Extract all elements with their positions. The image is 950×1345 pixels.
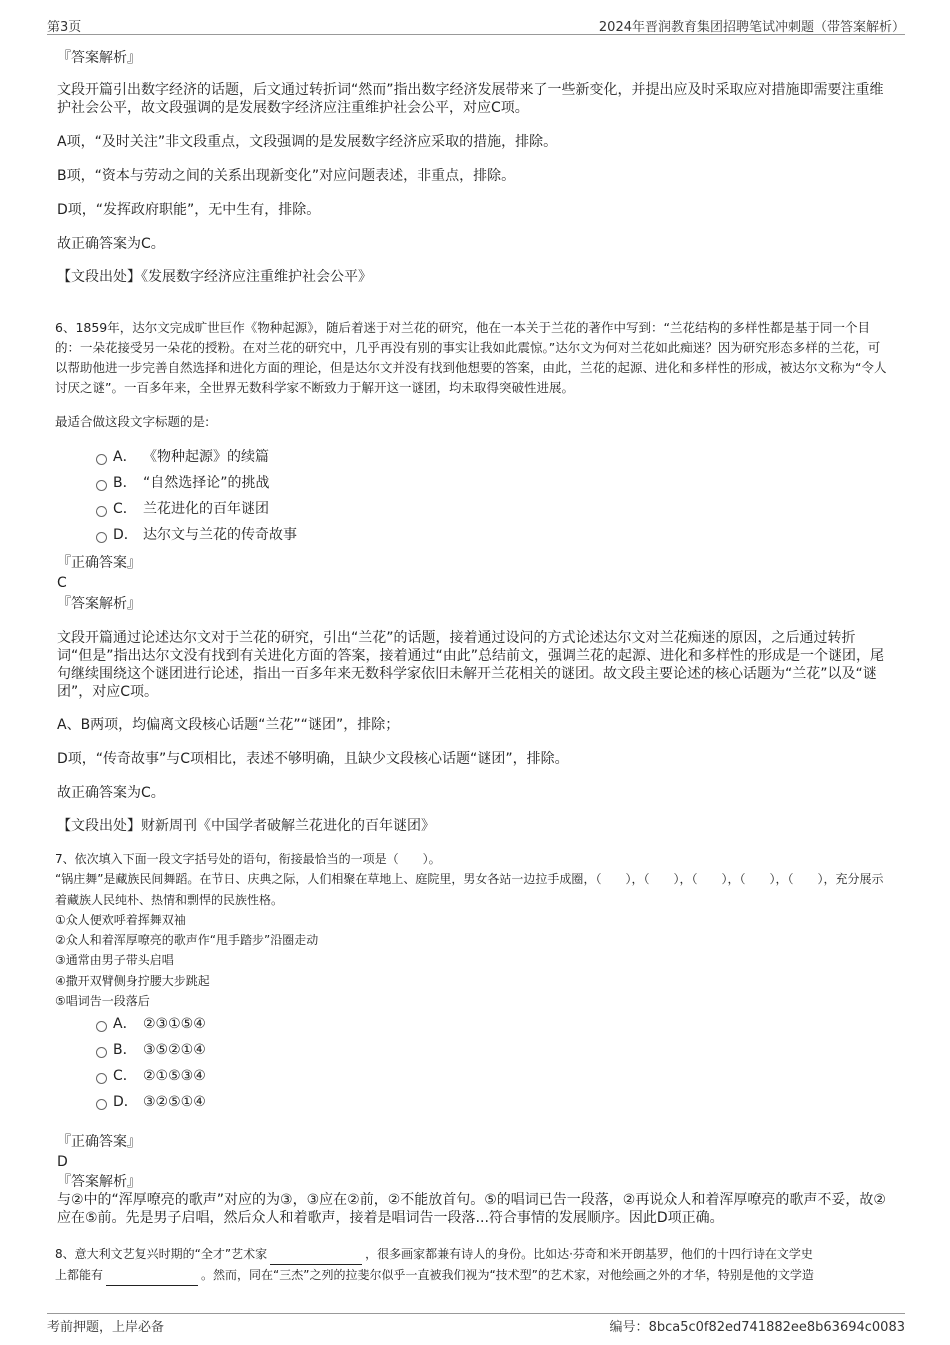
q6-stem: 6、1859年，达尔文完成旷世巨作《物种起源》，随后着迷于对兰花的研究，他在一本关于兰花的著作中写到：“兰花结构的多样性都是基于同一个目的：一朵花接受另一朵花的授粉。在对兰花的研究中，几乎再没有别的事实让我如此震惊。”达尔文为何对兰花如此痴迷？因为研究形态多样的兰花，可以帮助他进一步完善自然选择和进化方面的理论，但是达尔文并没有找到他想要的答案，由此，兰花的起源、进化和多样性的形成，被达尔文称为“令人讨厌之谜”。一百多年来，全世界无数科学家不断致力于解开这一谜团，均未取得突破性进展。 bbox=[55, 320, 887, 395]
q7-option-b[interactable]: B． ③⑤②①④ bbox=[96, 1040, 206, 1060]
q6-source: 【文段出处】财新周刊《中国学者破解兰花进化的百年谜团》 bbox=[57, 818, 435, 834]
q6-answer: C bbox=[57, 575, 67, 591]
q8-blank-2[interactable] bbox=[106, 1271, 198, 1286]
q6-analysis-heading: 『答案解析』 bbox=[57, 596, 141, 612]
q7-answer: D bbox=[57, 1154, 68, 1170]
q6-option-d-note: D项，“传奇故事”与C项相比，表述不够明确，且缺少文段核心话题“谜团”，排除。 bbox=[57, 751, 569, 767]
q7-option-a[interactable]: A． ②③①⑤④ bbox=[96, 1014, 206, 1034]
radio-icon[interactable] bbox=[96, 480, 107, 491]
q8-line-2: 上都能有 。然而，同在“三杰”之列的拉斐尔似乎一直被我们视为“技术型”的艺术家，对他绘画之外的才华，特别是他的文学造 bbox=[55, 1265, 895, 1286]
q6-option-b[interactable]: B． “自然选择论”的挑战 bbox=[96, 473, 270, 493]
q6-option-d[interactable]: D． 达尔文与兰花的传奇故事 bbox=[96, 525, 297, 545]
page-number: 第3页 bbox=[47, 20, 82, 35]
radio-icon[interactable] bbox=[96, 1021, 107, 1032]
q7-option-c[interactable]: C． ②①⑤③④ bbox=[96, 1066, 206, 1086]
q7-item-2: ②众人和着浑厚嘹亮的歌声作“甩手踏步”沿圈走动 bbox=[55, 933, 319, 947]
q7-item-1: ①众人便欢呼着挥舞双袖 bbox=[55, 913, 186, 927]
document-title: 2024年晋润教育集团招聘笔试冲刺题（带答案解析） bbox=[598, 20, 905, 35]
q7-analysis-heading: 『答案解析』 bbox=[57, 1174, 141, 1190]
radio-icon[interactable] bbox=[96, 532, 107, 543]
q5-option-d-note: D项，“发挥政府职能”，无中生有，排除。 bbox=[57, 202, 321, 218]
q7-option-d[interactable]: D． ③②⑤①④ bbox=[96, 1092, 206, 1112]
page-footer bbox=[47, 1313, 905, 1334]
q7-stem: 7、依次填入下面一段文字括号处的语句，衔接最恰当的一项是（ ）。 bbox=[55, 852, 441, 866]
q6-answer-heading: 『正确答案』 bbox=[57, 555, 141, 571]
q7-item-4: ④撒开双臂侧身拧腰大步跳起 bbox=[55, 974, 210, 988]
q5-analysis-heading: 『答案解析』 bbox=[57, 50, 141, 66]
radio-icon[interactable] bbox=[96, 1047, 107, 1058]
footer-slogan: 考前押题，上岸必备 bbox=[47, 1320, 165, 1335]
q6-option-a[interactable]: A． 《物种起源》的续篇 bbox=[96, 447, 269, 467]
q5-conclusion: 故正确答案为C。 bbox=[57, 236, 165, 252]
q8-blank-1[interactable] bbox=[270, 1250, 362, 1265]
q7-item-5: ⑤唱词告一段落后 bbox=[55, 994, 150, 1008]
q6-analysis: 文段开篇通过论述达尔文对于兰花的研究，引出“兰花”的话题，接着通过设问的方式论述达尔文对兰花痴迷的原因，之后通过转折词“但是”指出达尔文没有找到有关进化方面的答案，接着通过“由此”总结前文，强调兰花的起源、进化和多样性的形成是一个谜团，尾句继续围绕这个谜团进行论述，指出一百多年来无数科学家依旧未解开兰花相关的谜团。故文段主要论述的核心话题为“兰花”以及“谜团”，对应C项。 bbox=[57, 630, 885, 700]
q7-answer-heading: 『正确答案』 bbox=[57, 1134, 141, 1150]
footer-code: 编号：8bca5c0f82ed741882ee8b63694c0083 bbox=[609, 1320, 905, 1335]
q5-option-a-note: A项，“及时关注”非文段重点，文段强调的是发展数字经济应采取的措施，排除。 bbox=[57, 134, 558, 150]
page-header bbox=[47, 14, 905, 35]
radio-icon[interactable] bbox=[96, 1073, 107, 1084]
q5-option-b-note: B项，“资本与劳动之间的关系出现新变化”对应问题表述，非重点，排除。 bbox=[57, 168, 516, 184]
q6-prompt: 最适合做这段文字标题的是: bbox=[55, 414, 210, 429]
q7-item-3: ③通常由男子带头启唱 bbox=[55, 953, 174, 967]
q6-option-c[interactable]: C． 兰花进化的百年谜团 bbox=[96, 499, 269, 519]
q5-source: 【文段出处】《发展数字经济应注重维护社会公平》 bbox=[57, 269, 372, 285]
q6-conclusion: 故正确答案为C。 bbox=[57, 785, 165, 801]
radio-icon[interactable] bbox=[96, 454, 107, 465]
radio-icon[interactable] bbox=[96, 1099, 107, 1110]
q6-option-ab-note: A、B两项，均偏离文段核心话题“兰花”“谜团”，排除； bbox=[57, 717, 400, 733]
q8-line-1: 8、意大利文艺复兴时期的“全才”艺术家 ，很多画家都兼有诗人的身份。比如达·芬奇和米开朗基罗，他们的十四行诗在文学史 bbox=[55, 1244, 895, 1265]
radio-icon[interactable] bbox=[96, 506, 107, 517]
q7-passage: “锅庄舞”是藏族民间舞蹈。在节日、庆典之际，人们相聚在草地上、庭院里，男女各站一边拉手成圈，（ ），（ ），（ ），（ ），（ ），充分展示着藏族人民纯朴、热情和剽悍的民族性格。 bbox=[55, 872, 884, 907]
q5-analysis: 文段开篇引出数字经济的话题，后文通过转折词“然而”指出数字经济发展带来了一些新变化，并提出应及时采取应对措施即需要注重维护社会公平，故文段强调的是发展数字经济应注重维护社会公平，对应C项。 bbox=[57, 82, 884, 116]
q7-analysis: 与②中的“浑厚嘹亮的歌声”对应的为③，③应在②前，②不能放首句。⑤的唱词已告一段落，②再说众人和着浑厚嘹亮的歌声不妥，故②应在⑤前。先是男子启唱，然后众人和着歌声，接着是唱词告一段落...符合事情的发展顺序。因此D项正确。 bbox=[57, 1192, 886, 1226]
